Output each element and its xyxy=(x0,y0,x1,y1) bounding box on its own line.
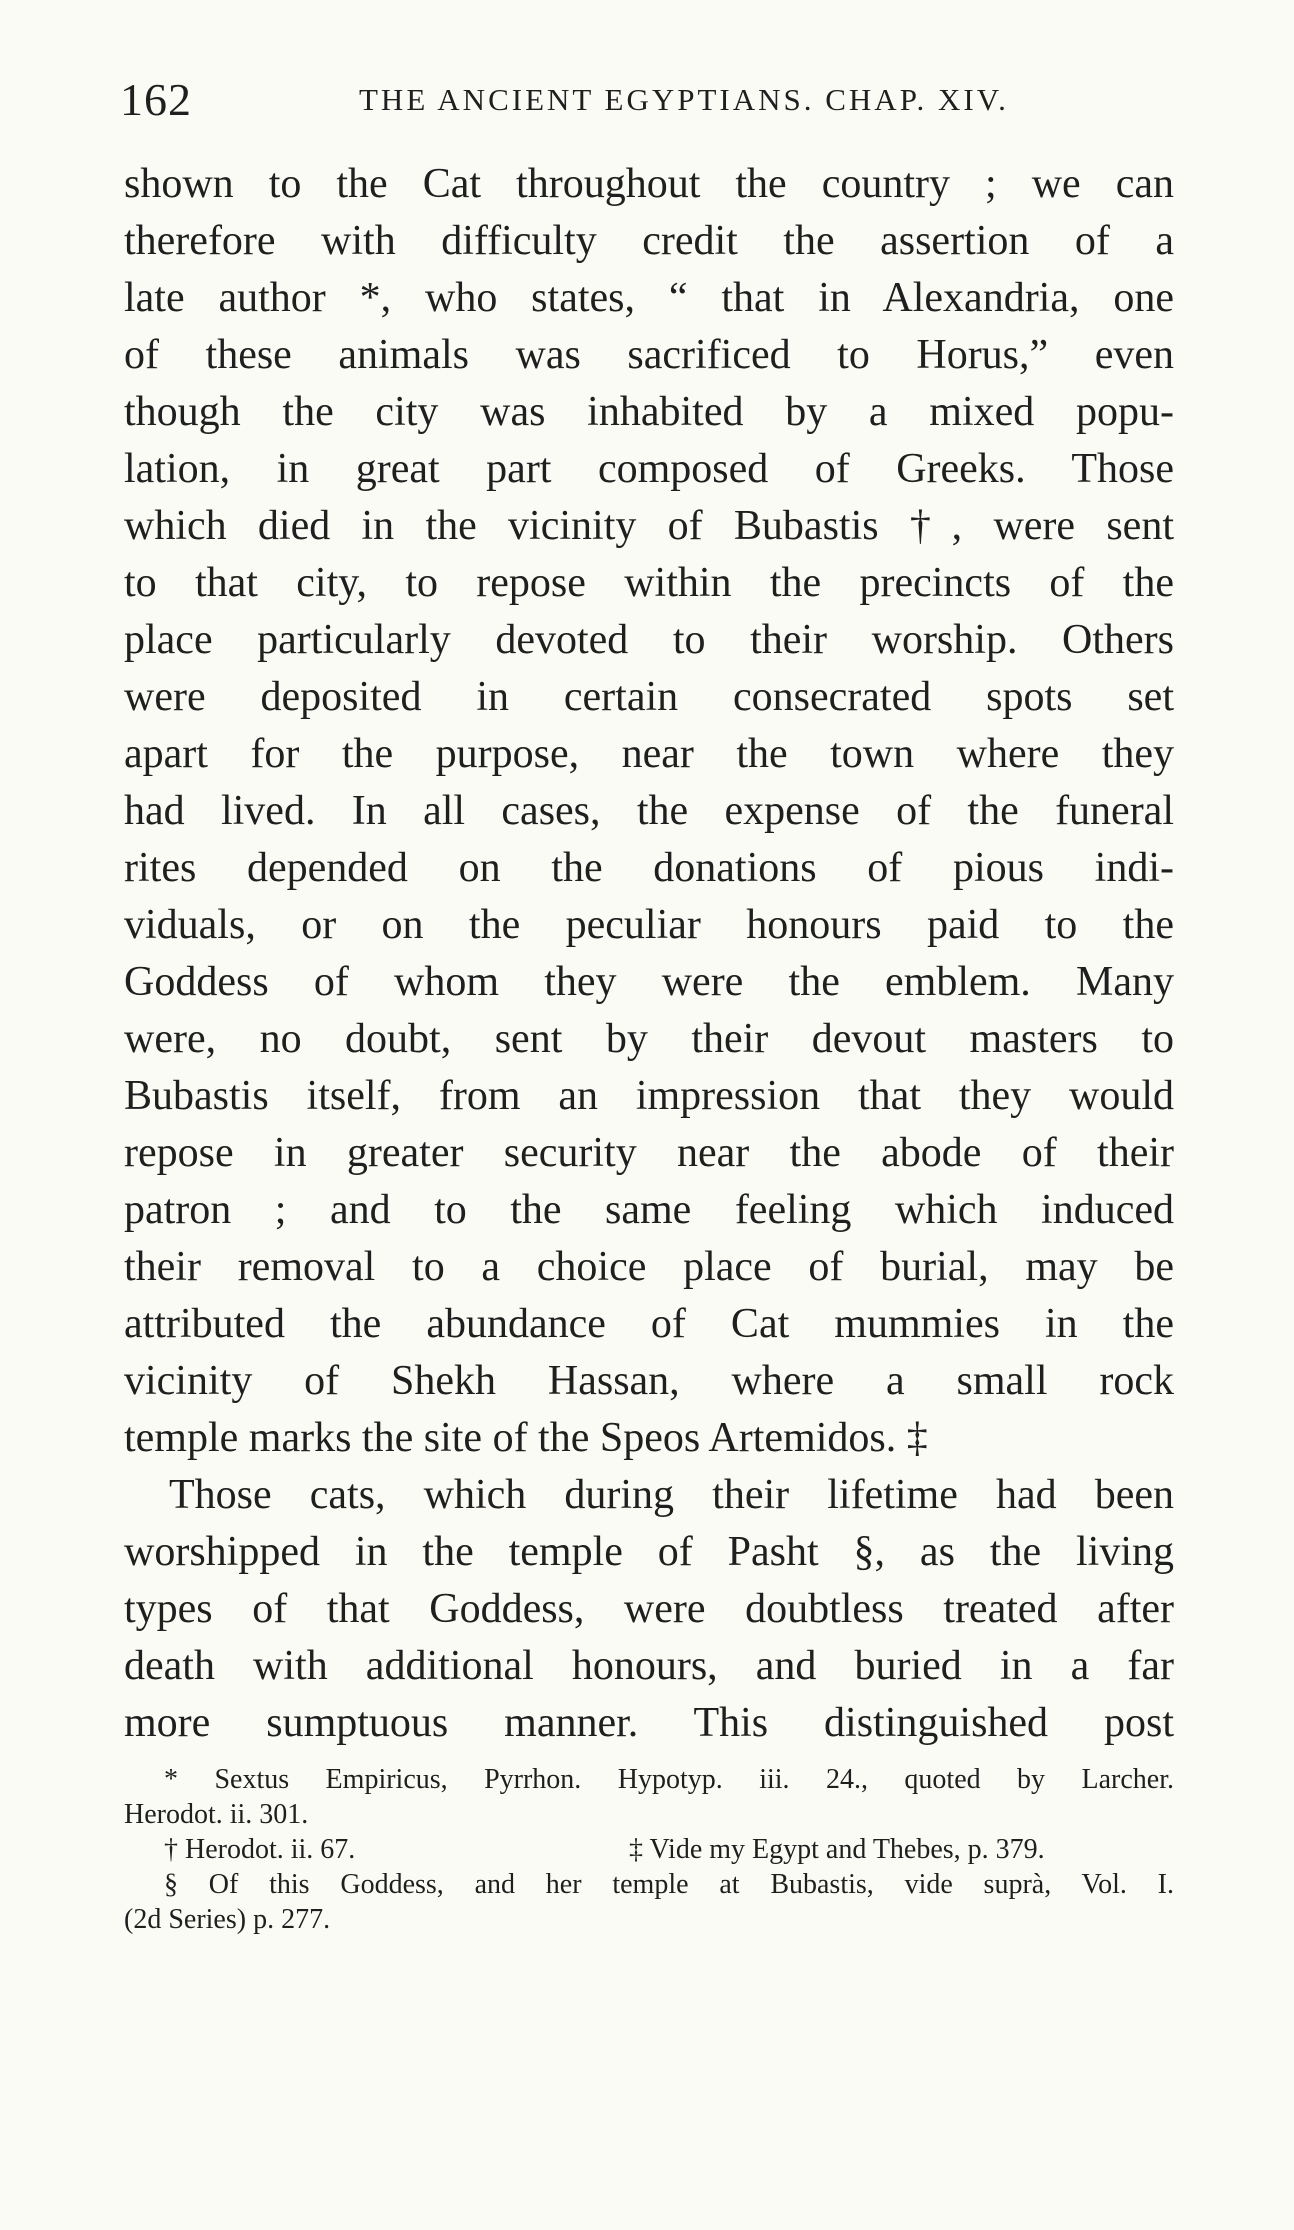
text-line: of these animals was sacrificed to Horus,” even xyxy=(124,332,1174,378)
text-line: patron ; and to the same feeling which induced xyxy=(124,1187,1174,1233)
text-line: though the city was inhabited by a mixed popu- xyxy=(124,389,1174,435)
text-line: Bubastis itself, from an impression that they would xyxy=(124,1073,1174,1119)
text-line: death with additional honours, and buried in a far xyxy=(124,1643,1174,1689)
page-number: 162 xyxy=(120,74,192,125)
footnote-4-continued: (2d Series) p. 277. xyxy=(124,1904,331,1935)
footnotes xyxy=(124,1762,1174,1937)
text-line: shown to the Cat throughout the country ; we can xyxy=(124,161,1174,207)
text-line: their removal to a choice place of burial, may be xyxy=(124,1244,1174,1290)
text-line: worshipped in the temple of Pasht §, as the living xyxy=(124,1529,1174,1575)
text-line: lation, in great part composed of Greeks. Those xyxy=(124,446,1174,492)
text-line: which died in the vicinity of Bubastis †, were sent xyxy=(124,503,1174,549)
footnote-1: * Sextus Empiricus, Pyrrhon. Hypotyp. iii. 24., quoted by Larcher. xyxy=(164,1764,1174,1795)
text-line: to that city, to repose within the precincts of the xyxy=(124,560,1174,606)
text-line: viduals, or on the peculiar honours paid to the xyxy=(124,902,1174,948)
text-line: rites depended on the donations of pious indi- xyxy=(124,845,1174,891)
text-line: types of that Goddess, were doubtless treated after xyxy=(124,1586,1174,1632)
footnote-2: † Herodot. ii. 67. xyxy=(164,1834,356,1865)
footnote-4: § Of this Goddess, and her temple at Bubastis, vide suprà, Vol. I. xyxy=(164,1869,1174,1900)
text-line: were, no doubt, sent by their devout masters to xyxy=(124,1016,1174,1062)
text-line: therefore with difficulty credit the assertion of a xyxy=(124,218,1174,264)
text-line: were deposited in certain consecrated spots set xyxy=(124,674,1174,720)
text-line: vicinity of Shekh Hassan, where a small rock xyxy=(124,1358,1174,1404)
text-line: repose in greater security near the abode of their xyxy=(124,1130,1174,1176)
body-text xyxy=(124,156,1174,1752)
text-line: Those cats, which during their lifetime had been xyxy=(169,1472,1174,1518)
text-line: temple marks the site of the Speos Artemidos. ‡ xyxy=(124,1415,928,1461)
footnote-row xyxy=(124,1832,1174,1867)
running-head: THE ANCIENT EGYPTIANS. CHAP. XIV. xyxy=(359,82,1009,117)
footnote-3: ‡ Vide my Egypt and Thebes, p. 379. xyxy=(629,1834,1045,1865)
text-line: attributed the abundance of Cat mummies in the xyxy=(124,1301,1174,1347)
page-header xyxy=(120,70,1170,130)
text-line: apart for the purpose, near the town where they xyxy=(124,731,1174,777)
text-line: place particularly devoted to their worship. Others xyxy=(124,617,1174,663)
text-line: late author *, who states, “ that in Alexandria, one xyxy=(124,275,1174,321)
text-line: more sumptuous manner. This distinguished post xyxy=(124,1700,1174,1746)
text-line: had lived. In all cases, the expense of the funeral xyxy=(124,788,1174,834)
footnote-1-continued: Herodot. ii. 301. xyxy=(124,1799,309,1830)
text-line: Goddess of whom they were the emblem. Many xyxy=(124,959,1174,1005)
